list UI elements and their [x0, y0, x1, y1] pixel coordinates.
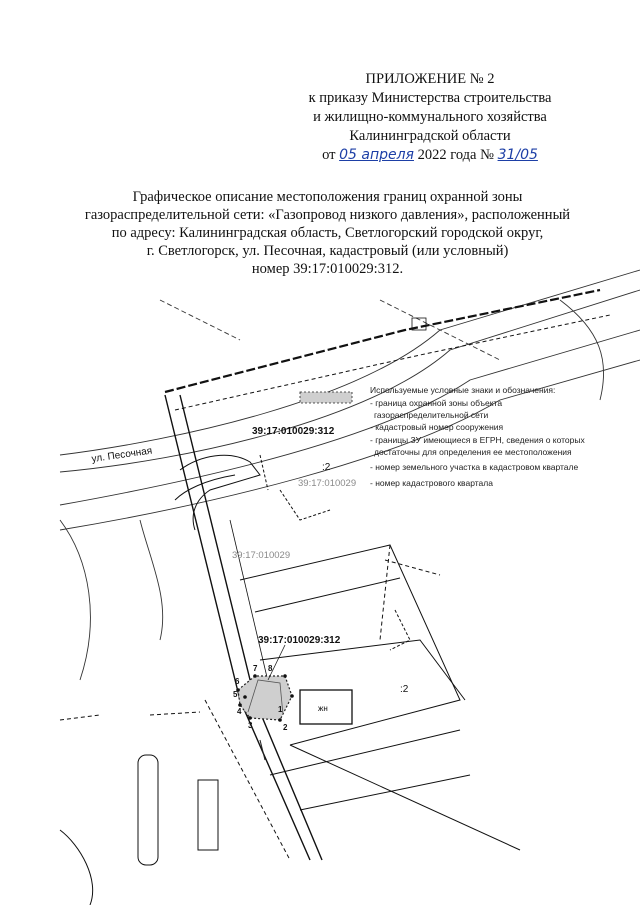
legend-item-cadastral: - кадастровый номер сооружения [370, 422, 504, 432]
point-label-6: 6 [235, 677, 240, 686]
legend-item-egrn: - границы ЗУ имеющиеся в ЕГРН, сведения о которых [370, 435, 585, 445]
legend-item-zone-cont: газораспределительной сети [374, 410, 489, 420]
legend-item-quarter: - номер кадастрового квартала [370, 478, 493, 488]
parcel-label-top: :2 [322, 462, 331, 473]
street-label: ул. Песочная [90, 445, 153, 465]
appendix-region-line: Калининградской области [349, 128, 511, 144]
parcel-label-right: :2 [400, 684, 409, 695]
cadastral-number-bottom: 39:17:010029:312 [258, 635, 341, 646]
other-structures [60, 712, 218, 905]
point-label-1: 2 [283, 723, 288, 732]
point-label-7: 7 [253, 664, 258, 673]
appendix-title: ПРИЛОЖЕНИЕ № 2 [365, 71, 495, 87]
description-line-2: газораспределительной сети: «Газопровод низкого давления», расположенный [84, 207, 571, 223]
legend-zone-swatch [300, 392, 352, 403]
handwritten-order-number: 31/05 [497, 147, 538, 163]
legend-item-zone: - граница охранной зоны объекта [370, 398, 503, 408]
description-line-3: по адресу: Калининградская область, Светлогорский городской округ, [111, 225, 544, 241]
date-prefix: от [322, 147, 336, 163]
description-line-1: Графическое описание местоположения границ охранной зоны [132, 189, 523, 205]
legend-item-parcel: - номер земельного участка в кадастровом квартале [370, 462, 579, 472]
point-label-3: 3 [248, 721, 253, 730]
legend [300, 385, 585, 488]
cadastral-leader-line [268, 645, 285, 680]
legend-item-egrn-cont: достаточны для определения ее местоположения [374, 447, 572, 457]
legend-title: Используемые условные знаки и обозначения: [370, 385, 556, 395]
quarter-label-top: 39:17:010029 [298, 478, 357, 489]
point-label-2: 1 [278, 705, 283, 714]
appendix-ministry-line: и жилищно-коммунального хозяйства [313, 109, 547, 125]
description-line-5: номер 39:17:010029:312. [251, 261, 404, 277]
point-label-4: 4 [237, 707, 242, 716]
appendix-order-line: к приказу Министерства строительства [308, 90, 552, 106]
point-label-8: 8 [268, 664, 273, 673]
quarter-label-middle: 39:17:010029 [232, 550, 291, 561]
cadastral-number-top: 39:17:010029:312 [252, 426, 335, 437]
date-year: 2022 года № [417, 147, 494, 163]
point-label-5: 5 [233, 690, 238, 699]
map-labels [91, 426, 409, 713]
description-line-4: г. Светлогорск, ул. Песочная, кадастровый (или условный) [146, 243, 509, 259]
building-label: жн [318, 704, 328, 713]
handwritten-date: 05 апреля [339, 147, 414, 163]
survey-tick [260, 740, 265, 760]
road-lines [60, 270, 640, 680]
